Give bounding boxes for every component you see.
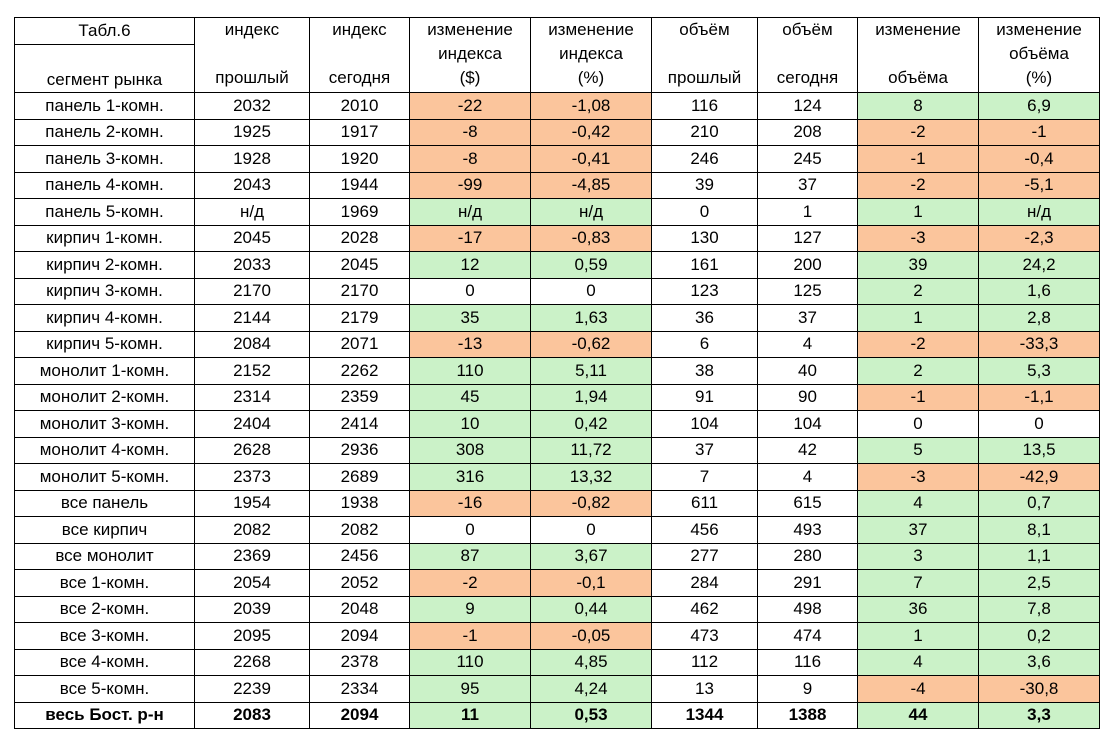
volume-prev-cell: 161 (652, 252, 758, 279)
segment-cell: монолит 4-комн. (15, 437, 195, 464)
index-prev-cell: 2082 (195, 517, 310, 544)
index-today-cell: 1944 (310, 172, 410, 199)
index-change-usd-cell: -8 (410, 119, 531, 146)
volume-today-cell: 245 (758, 146, 858, 173)
index-change-usd-cell: н/д (410, 199, 531, 226)
index-today-cell: 1917 (310, 119, 410, 146)
index-change-pct-cell: н/д (531, 199, 652, 226)
volume-today-cell: 124 (758, 93, 858, 120)
index-today-cell: 2456 (310, 543, 410, 570)
index-today-cell: 2936 (310, 437, 410, 464)
volume-today-cell: 1 (758, 199, 858, 226)
volume-change-cell: 39 (858, 252, 979, 279)
index-today-cell: 2048 (310, 596, 410, 623)
header-volume-change-pct: изменение объёма (%) (979, 18, 1100, 93)
index-prev-cell: 2039 (195, 596, 310, 623)
index-change-pct-cell: -1,08 (531, 93, 652, 120)
volume-today-cell: 280 (758, 543, 858, 570)
volume-change-pct-cell: 1,1 (979, 543, 1100, 570)
index-change-usd-cell: -8 (410, 146, 531, 173)
volume-change-pct-cell: 0,2 (979, 623, 1100, 650)
volume-change-cell: -1 (858, 146, 979, 173)
index-today-cell: 2170 (310, 278, 410, 305)
index-prev-cell: 1954 (195, 490, 310, 517)
index-change-pct-cell: 4,24 (531, 676, 652, 703)
index-prev-cell: 2043 (195, 172, 310, 199)
segment-cell: все панель (15, 490, 195, 517)
index-change-usd-cell: 316 (410, 464, 531, 491)
volume-today-cell: 493 (758, 517, 858, 544)
table-row (15, 543, 1100, 570)
table-total-row (15, 702, 1100, 729)
table-row (15, 358, 1100, 385)
volume-today-cell: 4 (758, 464, 858, 491)
index-change-pct-cell: 0 (531, 517, 652, 544)
index-change-pct-cell: 0,59 (531, 252, 652, 279)
index-change-usd-cell: -17 (410, 225, 531, 252)
index-change-pct-cell: -0,05 (531, 623, 652, 650)
header-index-prev-bottom: прошлый (215, 68, 289, 87)
index-prev-cell: 2033 (195, 252, 310, 279)
volume-today-cell: 4 (758, 331, 858, 358)
index-prev-cell: 2054 (195, 570, 310, 597)
volume-prev-cell: 91 (652, 384, 758, 411)
volume-change-cell: 0 (858, 411, 979, 438)
table-row (15, 490, 1100, 517)
index-prev-cell: 2045 (195, 225, 310, 252)
index-today-cell: 1969 (310, 199, 410, 226)
index-today-cell: 2094 (310, 623, 410, 650)
table-row (15, 384, 1100, 411)
volume-change-cell: -3 (858, 464, 979, 491)
segment-cell: панель 2-комн. (15, 119, 195, 146)
header-volume-today: объём сегодня (758, 18, 858, 93)
volume-today-cell: 125 (758, 278, 858, 305)
volume-change-cell: 2 (858, 278, 979, 305)
volume-prev-cell: 123 (652, 278, 758, 305)
index-change-pct-cell: -0,62 (531, 331, 652, 358)
index-change-usd-cell: 110 (410, 649, 531, 676)
table-row (15, 676, 1100, 703)
index-today-cell: 2045 (310, 252, 410, 279)
table-row (15, 517, 1100, 544)
index-prev-cell: 2239 (195, 676, 310, 703)
table-row (15, 411, 1100, 438)
volume-change-pct-cell: 5,3 (979, 358, 1100, 385)
volume-prev-cell: 104 (652, 411, 758, 438)
index-change-usd-cell: 87 (410, 543, 531, 570)
index-prev-cell: 2032 (195, 93, 310, 120)
volume-today-cell: 37 (758, 305, 858, 332)
segment-cell: монолит 2-комн. (15, 384, 195, 411)
index-prev-cell: 2268 (195, 649, 310, 676)
index-change-usd-cell: 308 (410, 437, 531, 464)
index-prev-cell: 2369 (195, 543, 310, 570)
volume-today-cell: 498 (758, 596, 858, 623)
table-row (15, 278, 1100, 305)
volume-today-cell: 208 (758, 119, 858, 146)
table-row (15, 596, 1100, 623)
table-row (15, 225, 1100, 252)
volume-change-pct-cell: 2,8 (979, 305, 1100, 332)
volume-change-cell: 3 (858, 543, 979, 570)
table-row (15, 623, 1100, 650)
volume-change-pct-cell: 0,7 (979, 490, 1100, 517)
volume-change-pct-cell: 3,3 (979, 702, 1100, 729)
index-prev-cell: 1928 (195, 146, 310, 173)
header-index-prev-top: индекс (224, 20, 280, 39)
segment-cell: кирпич 4-комн. (15, 305, 195, 332)
index-change-usd-cell: -99 (410, 172, 531, 199)
index-change-usd-cell: -16 (410, 490, 531, 517)
volume-change-cell: -2 (858, 172, 979, 199)
index-today-cell: 2052 (310, 570, 410, 597)
volume-today-cell: 1388 (758, 702, 858, 729)
index-prev-cell: н/д (195, 199, 310, 226)
table-row (15, 649, 1100, 676)
index-prev-cell: 2144 (195, 305, 310, 332)
volume-change-pct-cell: -0,4 (979, 146, 1100, 173)
index-change-usd-cell: 12 (410, 252, 531, 279)
segment-cell: кирпич 1-комн. (15, 225, 195, 252)
index-change-usd-cell: 35 (410, 305, 531, 332)
volume-change-cell: 4 (858, 490, 979, 517)
table-row (15, 464, 1100, 491)
volume-prev-cell: 7 (652, 464, 758, 491)
table-row (15, 437, 1100, 464)
header-index-today: индекс сегодня (310, 18, 410, 93)
index-today-cell: 2071 (310, 331, 410, 358)
market-segment-table (14, 17, 1100, 729)
index-prev-cell: 2152 (195, 358, 310, 385)
volume-change-cell: 8 (858, 93, 979, 120)
volume-prev-cell: 130 (652, 225, 758, 252)
segment-cell: панель 1-комн. (15, 93, 195, 120)
volume-prev-cell: 456 (652, 517, 758, 544)
index-change-usd-cell: 9 (410, 596, 531, 623)
volume-change-cell: 7 (858, 570, 979, 597)
index-change-pct-cell: -0,1 (531, 570, 652, 597)
volume-prev-cell: 0 (652, 199, 758, 226)
index-today-cell: 2359 (310, 384, 410, 411)
index-today-cell: 2082 (310, 517, 410, 544)
volume-prev-cell: 473 (652, 623, 758, 650)
header-row-top (15, 18, 1100, 45)
volume-today-cell: 9 (758, 676, 858, 703)
segment-cell: все 1-комн. (15, 570, 195, 597)
table-row (15, 119, 1100, 146)
volume-change-pct-cell: 8,1 (979, 517, 1100, 544)
index-today-cell: 2689 (310, 464, 410, 491)
header-volume-prev: объём прошлый (652, 18, 758, 93)
index-prev-cell: 2084 (195, 331, 310, 358)
index-change-pct-cell: 0,42 (531, 411, 652, 438)
market-segment-table-container (14, 17, 1100, 729)
index-change-pct-cell: 1,94 (531, 384, 652, 411)
table-row (15, 199, 1100, 226)
volume-prev-cell: 611 (652, 490, 758, 517)
volume-today-cell: 615 (758, 490, 858, 517)
volume-change-pct-cell: 24,2 (979, 252, 1100, 279)
table-row (15, 305, 1100, 332)
table-row (15, 252, 1100, 279)
volume-change-cell: -3 (858, 225, 979, 252)
index-today-cell: 2334 (310, 676, 410, 703)
index-change-usd-cell: 11 (410, 702, 531, 729)
index-today-cell: 2414 (310, 411, 410, 438)
index-change-pct-cell: 0 (531, 278, 652, 305)
volume-change-pct-cell: 3,6 (979, 649, 1100, 676)
volume-change-pct-cell: 0 (979, 411, 1100, 438)
volume-change-cell: 1 (858, 199, 979, 226)
index-prev-cell: 2170 (195, 278, 310, 305)
index-change-usd-cell: 0 (410, 278, 531, 305)
volume-today-cell: 104 (758, 411, 858, 438)
segment-cell: панель 3-комн. (15, 146, 195, 173)
volume-prev-cell: 37 (652, 437, 758, 464)
index-change-pct-cell: 0,44 (531, 596, 652, 623)
volume-prev-cell: 1344 (652, 702, 758, 729)
header-index-change-pct: изменение индекса (%) (531, 18, 652, 93)
segment-cell: все 5-комн. (15, 676, 195, 703)
volume-change-pct-cell: 7,8 (979, 596, 1100, 623)
index-change-pct-cell: 13,32 (531, 464, 652, 491)
volume-today-cell: 200 (758, 252, 858, 279)
table-row (15, 172, 1100, 199)
index-today-cell: 2262 (310, 358, 410, 385)
segment-cell: все 3-комн. (15, 623, 195, 650)
volume-change-cell: -1 (858, 384, 979, 411)
index-today-cell: 1920 (310, 146, 410, 173)
table-row (15, 570, 1100, 597)
index-today-cell: 2094 (310, 702, 410, 729)
index-prev-cell: 1925 (195, 119, 310, 146)
volume-change-cell: -2 (858, 119, 979, 146)
index-today-cell: 1938 (310, 490, 410, 517)
index-change-usd-cell: 0 (410, 517, 531, 544)
index-change-pct-cell: 5,11 (531, 358, 652, 385)
volume-change-pct-cell: -1,1 (979, 384, 1100, 411)
volume-change-pct-cell: -30,8 (979, 676, 1100, 703)
index-change-usd-cell: 110 (410, 358, 531, 385)
index-today-cell: 2010 (310, 93, 410, 120)
index-prev-cell: 2404 (195, 411, 310, 438)
volume-today-cell: 90 (758, 384, 858, 411)
table-row (15, 93, 1100, 120)
volume-change-cell: 36 (858, 596, 979, 623)
volume-change-pct-cell: -42,9 (979, 464, 1100, 491)
volume-change-cell: 1 (858, 305, 979, 332)
volume-change-pct-cell: -5,1 (979, 172, 1100, 199)
index-change-pct-cell: -0,41 (531, 146, 652, 173)
index-change-pct-cell: 1,63 (531, 305, 652, 332)
volume-change-pct-cell: 1,6 (979, 278, 1100, 305)
index-change-usd-cell: -1 (410, 623, 531, 650)
volume-prev-cell: 6 (652, 331, 758, 358)
index-change-pct-cell: 4,85 (531, 649, 652, 676)
index-prev-cell: 2095 (195, 623, 310, 650)
index-change-pct-cell: -4,85 (531, 172, 652, 199)
volume-prev-cell: 284 (652, 570, 758, 597)
index-change-usd-cell: -2 (410, 570, 531, 597)
index-change-usd-cell: -22 (410, 93, 531, 120)
segment-cell: кирпич 2-комн. (15, 252, 195, 279)
volume-today-cell: 474 (758, 623, 858, 650)
volume-prev-cell: 39 (652, 172, 758, 199)
volume-prev-cell: 112 (652, 649, 758, 676)
segment-cell: все 4-комн. (15, 649, 195, 676)
index-prev-cell: 2373 (195, 464, 310, 491)
header-volume-change: изменение объёма (858, 18, 979, 93)
volume-prev-cell: 116 (652, 93, 758, 120)
index-prev-cell: 2083 (195, 702, 310, 729)
volume-prev-cell: 13 (652, 676, 758, 703)
index-change-usd-cell: 95 (410, 676, 531, 703)
index-change-usd-cell: 45 (410, 384, 531, 411)
segment-cell: монолит 3-комн. (15, 411, 195, 438)
index-prev-cell: 2314 (195, 384, 310, 411)
segment-cell: все 2-комн. (15, 596, 195, 623)
volume-change-cell: 5 (858, 437, 979, 464)
index-change-pct-cell: 0,53 (531, 702, 652, 729)
volume-change-pct-cell: 6,9 (979, 93, 1100, 120)
volume-today-cell: 116 (758, 649, 858, 676)
volume-change-pct-cell: 13,5 (979, 437, 1100, 464)
volume-prev-cell: 277 (652, 543, 758, 570)
index-change-pct-cell: -0,82 (531, 490, 652, 517)
segment-cell: панель 5-комн. (15, 199, 195, 226)
index-today-cell: 2378 (310, 649, 410, 676)
header-index-prev (195, 18, 310, 93)
volume-change-cell: -2 (858, 331, 979, 358)
segment-cell: кирпич 3-комн. (15, 278, 195, 305)
segment-cell: все монолит (15, 543, 195, 570)
table-row (15, 146, 1100, 173)
volume-prev-cell: 38 (652, 358, 758, 385)
segment-cell: все кирпич (15, 517, 195, 544)
volume-today-cell: 127 (758, 225, 858, 252)
index-today-cell: 2179 (310, 305, 410, 332)
table-row (15, 331, 1100, 358)
index-today-cell: 2028 (310, 225, 410, 252)
index-prev-cell: 2628 (195, 437, 310, 464)
segment-cell: монолит 5-комн. (15, 464, 195, 491)
volume-today-cell: 37 (758, 172, 858, 199)
index-change-pct-cell: 11,72 (531, 437, 652, 464)
index-change-pct-cell: 3,67 (531, 543, 652, 570)
table-title: Табл.6 (15, 18, 195, 45)
volume-prev-cell: 246 (652, 146, 758, 173)
volume-change-pct-cell: -2,3 (979, 225, 1100, 252)
index-change-usd-cell: 10 (410, 411, 531, 438)
segment-cell: кирпич 5-комн. (15, 331, 195, 358)
volume-change-cell: 37 (858, 517, 979, 544)
volume-change-cell: 1 (858, 623, 979, 650)
volume-prev-cell: 462 (652, 596, 758, 623)
volume-change-pct-cell: -33,3 (979, 331, 1100, 358)
index-change-pct-cell: -0,83 (531, 225, 652, 252)
volume-prev-cell: 210 (652, 119, 758, 146)
volume-prev-cell: 36 (652, 305, 758, 332)
segment-cell: монолит 1-комн. (15, 358, 195, 385)
segment-cell: весь Бост. р-н (15, 702, 195, 729)
segment-cell: панель 4-комн. (15, 172, 195, 199)
volume-today-cell: 291 (758, 570, 858, 597)
volume-change-cell: 2 (858, 358, 979, 385)
volume-change-cell: 44 (858, 702, 979, 729)
volume-change-pct-cell: -1 (979, 119, 1100, 146)
volume-today-cell: 42 (758, 437, 858, 464)
volume-change-pct-cell: 2,5 (979, 570, 1100, 597)
volume-change-cell: 4 (858, 649, 979, 676)
volume-change-cell: -4 (858, 676, 979, 703)
volume-change-pct-cell: н/д (979, 199, 1100, 226)
header-index-change-usd: изменение индекса ($) (410, 18, 531, 93)
volume-today-cell: 40 (758, 358, 858, 385)
header-segment: сегмент рынка (15, 45, 195, 93)
index-change-pct-cell: -0,42 (531, 119, 652, 146)
index-change-usd-cell: -13 (410, 331, 531, 358)
